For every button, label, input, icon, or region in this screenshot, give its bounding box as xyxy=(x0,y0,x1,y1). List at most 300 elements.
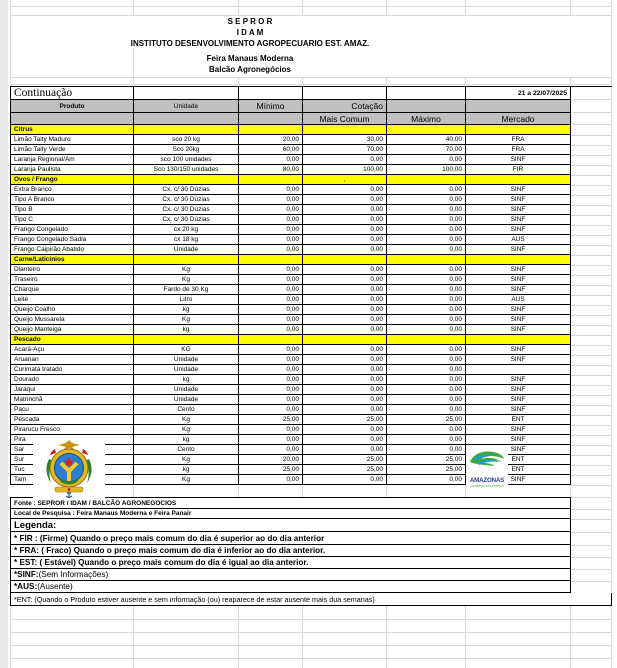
cell-maximo[interactable]: 25,00 xyxy=(387,455,466,465)
table-row[interactable] xyxy=(11,325,571,335)
gridline xyxy=(570,345,611,346)
section-label[interactable]: Citrus xyxy=(11,125,134,135)
gridline xyxy=(570,77,571,84)
cell-minimo[interactable]: 25,00 xyxy=(239,465,303,475)
cell-maximo[interactable]: 25,00 xyxy=(387,465,466,475)
empty-header-cell[interactable] xyxy=(11,113,134,125)
cell-unidade[interactable]: Cx. c/ 30 Dúzias xyxy=(134,215,239,225)
cell-mais-comum[interactable]: 0,00 xyxy=(303,235,387,245)
cell-mais-comum[interactable]: 0,00 xyxy=(303,155,387,165)
cell-mais-comum[interactable]: 0,00 xyxy=(303,405,387,415)
cell-unidade[interactable]: kg xyxy=(134,465,239,475)
cell-mais-comum[interactable]: 25,00 xyxy=(303,465,387,475)
empty-header-cell[interactable] xyxy=(134,113,239,125)
col-header-unidade[interactable]: Unidade xyxy=(134,100,239,113)
cell-mercado[interactable]: FRA xyxy=(466,145,571,155)
amazonas-coat-of-arms-logo[interactable] xyxy=(33,437,105,500)
cell-maximo[interactable]: 0,00 xyxy=(387,425,466,435)
table-row[interactable] xyxy=(11,385,571,395)
section-cell[interactable] xyxy=(466,335,571,345)
cell-minimo[interactable]: 0,00 xyxy=(239,375,303,385)
table-row[interactable] xyxy=(11,425,571,435)
table-row[interactable] xyxy=(11,245,571,255)
cell-minimo[interactable]: 0,00 xyxy=(239,395,303,405)
col-header-cotacao[interactable]: Cotação xyxy=(303,100,387,113)
cell-unidade[interactable]: Unidade xyxy=(134,365,239,375)
cell-minimo[interactable]: 60,00 xyxy=(239,145,303,155)
cell-mais-comum[interactable]: 0,00 xyxy=(303,275,387,285)
cell-mais-comum[interactable]: 0,00 xyxy=(303,225,387,235)
cell-maximo[interactable]: 0,00 xyxy=(387,215,466,225)
cell-mercado[interactable]: ENT xyxy=(466,415,571,425)
table-row[interactable] xyxy=(11,275,571,285)
cell-produto[interactable]: Matrinchã xyxy=(11,395,134,405)
cell-maximo[interactable]: 0,00 xyxy=(387,305,466,315)
cell-mercado[interactable]: SINF xyxy=(466,185,571,195)
cell-mais-comum[interactable]: 0,00 xyxy=(303,245,387,255)
table-row[interactable] xyxy=(11,205,571,215)
section-cell[interactable] xyxy=(303,125,387,135)
cell-produto[interactable]: Pescada xyxy=(11,415,134,425)
cell-mais-comum[interactable]: 0,00 xyxy=(303,435,387,445)
cell-maximo[interactable]: 70,00 xyxy=(387,145,466,155)
cell-maximo[interactable]: 0,00 xyxy=(387,475,466,485)
cell-mais-comum[interactable]: 70,00 xyxy=(303,145,387,155)
cell-unidade[interactable]: Kg xyxy=(134,265,239,275)
cell-produto[interactable]: Tipo B xyxy=(11,205,134,215)
section-cell[interactable] xyxy=(387,255,466,265)
cell-minimo[interactable]: 0,00 xyxy=(239,365,303,375)
table-row[interactable] xyxy=(11,265,571,275)
cell-produto[interactable]: Dourado xyxy=(11,375,134,385)
section-label[interactable]: Ovos / Frango xyxy=(11,175,134,185)
cell-mercado[interactable]: SINF xyxy=(466,345,571,355)
section-cell[interactable] xyxy=(239,255,303,265)
cell-produto[interactable]: Sur xyxy=(11,455,134,465)
cell-minimo[interactable]: 0,00 xyxy=(239,425,303,435)
cell-minimo[interactable]: 0,00 xyxy=(239,235,303,245)
gridline xyxy=(570,475,611,476)
section-cell[interactable] xyxy=(239,335,303,345)
cell-mais-comum[interactable]: 0,00 xyxy=(303,295,387,305)
gridline xyxy=(570,215,611,216)
table-row[interactable] xyxy=(11,315,571,325)
cell-unidade[interactable]: Kg xyxy=(134,425,239,435)
cell-maximo[interactable]: 0,00 xyxy=(387,295,466,305)
cell-mais-comum[interactable]: 0,00 xyxy=(303,185,387,195)
cell-unidade[interactable]: kg xyxy=(134,435,239,445)
cell-mercado[interactable]: SINF xyxy=(466,385,571,395)
cell-maximo[interactable]: 0,00 xyxy=(387,205,466,215)
legend-aus-row[interactable] xyxy=(10,581,571,593)
cell-minimo[interactable]: 0,00 xyxy=(239,265,303,275)
table-row[interactable] xyxy=(11,365,571,375)
section-cell[interactable] xyxy=(466,255,571,265)
gridline xyxy=(570,285,611,286)
gridline xyxy=(133,485,134,497)
cell-mais-comum[interactable]: 0,00 xyxy=(303,265,387,275)
cell-mais-comum[interactable]: 0,00 xyxy=(303,215,387,225)
cell-minimo[interactable]: 0,00 xyxy=(239,215,303,225)
cell-mais-comum[interactable]: 0,00 xyxy=(303,395,387,405)
cell-maximo[interactable]: 0,00 xyxy=(387,155,466,165)
cell-produto[interactable]: Limão Taity Maduro xyxy=(11,135,134,145)
cell-unidade[interactable]: Unidade xyxy=(134,355,239,365)
cell-mais-comum[interactable]: 0,00 xyxy=(303,355,387,365)
cell-mais-comum[interactable]: 25,00 xyxy=(303,415,387,425)
cell-mercado[interactable]: SINF xyxy=(466,155,571,165)
title-idam[interactable]: I D A M xyxy=(236,28,264,37)
cell-produto[interactable]: Pirarucu Fresco xyxy=(11,425,134,435)
table-row[interactable] xyxy=(11,135,571,145)
cell-mercado[interactable]: AUS xyxy=(466,235,571,245)
cell-mercado[interactable] xyxy=(466,365,571,375)
table-row[interactable] xyxy=(11,155,571,165)
cell-mais-comum[interactable]: 0,00 xyxy=(303,475,387,485)
cell-mercado[interactable]: SINF xyxy=(466,445,571,455)
cell-produto[interactable]: Tam xyxy=(11,475,134,485)
section-cell[interactable] xyxy=(303,335,387,345)
legend-title-row[interactable]: Legenda: xyxy=(10,519,571,532)
cell-minimo[interactable]: 0,00 xyxy=(239,155,303,165)
cell-mercado[interactable]: SINF xyxy=(466,225,571,235)
section-row[interactable] xyxy=(11,125,571,135)
cell-mais-comum[interactable]: 0,00 xyxy=(303,345,387,355)
section-cell[interactable] xyxy=(239,125,303,135)
cell-minimo[interactable]: 0,00 xyxy=(239,205,303,215)
table-row[interactable] xyxy=(11,165,571,175)
section-cell[interactable]: , xyxy=(303,175,387,185)
cell-maximo[interactable]: 0,00 xyxy=(387,225,466,235)
cell-unidade[interactable]: Sco 130/150 unidades xyxy=(134,165,239,175)
empty-cell[interactable] xyxy=(571,113,612,125)
cell-produto[interactable]: Queijo Coalho xyxy=(11,305,134,315)
cell-maximo[interactable]: 0,00 xyxy=(387,405,466,415)
cell-minimo[interactable]: 20,00 xyxy=(239,135,303,145)
col-header-mais-comum[interactable]: Mais Comum xyxy=(303,113,387,125)
cell-unidade[interactable]: sco 20 kg xyxy=(134,135,239,145)
cell-mais-comum[interactable]: 0,00 xyxy=(303,195,387,205)
table-row[interactable] xyxy=(11,225,571,235)
date-range-cell[interactable]: 21 a 22/07/2025 xyxy=(466,87,571,100)
col-header-produto[interactable]: Produto xyxy=(11,100,134,113)
cell-unidade[interactable]: Cento xyxy=(134,445,239,455)
cell-unidade[interactable]: Cx. c/ 30 Dúzias xyxy=(134,195,239,205)
cell-mercado[interactable]: ENT xyxy=(466,465,571,475)
table-row[interactable] xyxy=(11,195,571,205)
cell-maximo[interactable]: 0,00 xyxy=(387,325,466,335)
cell-mercado[interactable]: SINF xyxy=(466,215,571,225)
cell-unidade[interactable]: Sco 20kg xyxy=(134,145,239,155)
section-cell[interactable] xyxy=(387,335,466,345)
cell-minimo[interactable]: 0,00 xyxy=(239,345,303,355)
cell-produto[interactable]: Charque xyxy=(11,285,134,295)
cell-mais-comum[interactable]: 0,00 xyxy=(303,315,387,325)
empty-cell[interactable] xyxy=(387,87,466,100)
empty-cell[interactable] xyxy=(303,87,387,100)
section-cell[interactable] xyxy=(134,125,239,135)
section-cell[interactable] xyxy=(134,255,239,265)
section-cell[interactable] xyxy=(387,175,466,185)
cell-unidade[interactable]: Kg xyxy=(134,315,239,325)
cell-produto[interactable]: Laranja Paulista xyxy=(11,165,134,175)
cell-produto[interactable]: Traseiro xyxy=(11,275,134,285)
cell-maximo[interactable]: 0,00 xyxy=(387,445,466,455)
gridline xyxy=(570,465,611,466)
cell-maximo[interactable]: 0,00 xyxy=(387,265,466,275)
cell-minimo[interactable]: 25,00 xyxy=(239,415,303,425)
table-row[interactable] xyxy=(11,345,571,355)
cell-mercado[interactable]: SINF xyxy=(466,195,571,205)
cell-mais-comum[interactable]: 0,00 xyxy=(303,285,387,295)
cell-unidade[interactable]: kg xyxy=(134,325,239,335)
cell-mais-comum[interactable]: 0,00 xyxy=(303,425,387,435)
table-header-row-2 xyxy=(10,113,612,125)
empty-header-cell[interactable] xyxy=(387,100,466,113)
empty-cell[interactable] xyxy=(571,87,612,100)
cell-minimo[interactable]: 0,00 xyxy=(239,385,303,395)
legend-est-row[interactable]: * EST: ( Estável) Quando o preço mais comum do dia é igual ao dia anterior. xyxy=(10,557,571,569)
cell-produto[interactable]: Curimatá tratado xyxy=(11,365,134,375)
cell-unidade[interactable]: Cx. c/ 30 Dúzias xyxy=(134,205,239,215)
section-row[interactable] xyxy=(11,175,571,185)
cell-minimo[interactable]: 0,00 xyxy=(239,315,303,325)
cell-produto[interactable]: Frango Congelado Sadia xyxy=(11,235,134,245)
cell-mercado[interactable]: SINF xyxy=(466,425,571,435)
cell-mais-comum[interactable]: 100,00 xyxy=(303,165,387,175)
cell-mercado[interactable]: SINF xyxy=(466,395,571,405)
cell-maximo[interactable]: 0,00 xyxy=(387,235,466,245)
cell-mercado[interactable]: SINF xyxy=(466,355,571,365)
cell-unidade[interactable]: Unidade xyxy=(134,385,239,395)
cell-maximo[interactable]: 0,00 xyxy=(387,395,466,405)
cell-mais-comum[interactable]: 0,00 xyxy=(303,205,387,215)
source-row[interactable]: Fonte : SEPROR / IDAM / BALCÃO AGRONEGOCIOS xyxy=(10,497,571,509)
table-row[interactable] xyxy=(11,305,571,315)
cell-unidade[interactable]: Cx. c/ 30 Dúzias xyxy=(134,185,239,195)
cell-maximo[interactable]: 0,00 xyxy=(387,275,466,285)
table-row[interactable] xyxy=(11,185,571,195)
cell-produto[interactable]: Frango Congelado xyxy=(11,225,134,235)
cell-minimo[interactable]: 0,00 xyxy=(239,185,303,195)
cell-produto[interactable]: Frango Caipirão Abatido xyxy=(11,245,134,255)
cell-maximo[interactable]: 100,00 xyxy=(387,165,466,175)
cell-produto[interactable]: Leite xyxy=(11,295,134,305)
cell-minimo[interactable]: 0,00 xyxy=(239,285,303,295)
cell-maximo[interactable]: 0,00 xyxy=(387,245,466,255)
empty-cell[interactable] xyxy=(571,100,612,113)
cell-mercado[interactable]: SINF xyxy=(466,315,571,325)
cell-minimo[interactable]: 0,00 xyxy=(239,295,303,305)
cell-minimo[interactable]: 0,00 xyxy=(239,475,303,485)
cell-mercado[interactable]: SINF xyxy=(466,285,571,295)
cell-unidade[interactable]: Unidade xyxy=(134,395,239,405)
section-cell[interactable] xyxy=(387,125,466,135)
cell-maximo[interactable]: 0,00 xyxy=(387,375,466,385)
cell-mercado[interactable]: SINF xyxy=(466,325,571,335)
cell-mercado[interactable]: AUS xyxy=(466,295,571,305)
cell-mercado[interactable]: SINF xyxy=(466,475,571,485)
cell-mercado[interactable]: SINF xyxy=(466,305,571,315)
gridline xyxy=(570,606,571,668)
cell-mais-comum[interactable]: 0,00 xyxy=(303,365,387,375)
cell-minimo[interactable]: 0,00 xyxy=(239,195,303,205)
cell-minimo[interactable]: 0,00 xyxy=(239,435,303,445)
table-row[interactable] xyxy=(11,405,571,415)
cell-mercado[interactable]: SINF xyxy=(466,275,571,285)
section-cell[interactable] xyxy=(303,255,387,265)
cell-minimo[interactable]: 0,00 xyxy=(239,305,303,315)
cell-mais-comum[interactable]: 0,00 xyxy=(303,385,387,395)
cell-unidade[interactable]: kg xyxy=(134,305,239,315)
title-feira[interactable]: Feira Manaus Moderna xyxy=(206,54,294,63)
cell-maximo[interactable]: 0,00 xyxy=(387,195,466,205)
col-header-mercado[interactable]: Mercado xyxy=(466,113,571,125)
cell-maximo[interactable]: 0,00 xyxy=(387,435,466,445)
cell-mais-comum[interactable]: 0,00 xyxy=(303,325,387,335)
table-row[interactable] xyxy=(11,375,571,385)
gridline xyxy=(570,435,611,436)
cell-produto[interactable]: Laranja Regional/Am xyxy=(11,155,134,165)
empty-cell[interactable] xyxy=(239,87,303,100)
cell-produto[interactable]: Extra Branco xyxy=(11,185,134,195)
table-row[interactable] xyxy=(11,355,571,365)
title-instituto[interactable]: INSTITUTO DESENVOLVIMENTO AGROPECUARIO EST. AMAZ. xyxy=(130,39,370,48)
cell-produto[interactable]: Tipo C xyxy=(11,215,134,225)
cell-produto[interactable]: Tipo A Branco xyxy=(11,195,134,205)
gridline xyxy=(465,606,466,668)
cell-produto[interactable]: Sar xyxy=(11,445,134,455)
cell-minimo[interactable]: 0,00 xyxy=(239,445,303,455)
cell-mercado[interactable]: SINF xyxy=(466,265,571,275)
cell-produto[interactable]: Acará-Açu xyxy=(11,345,134,355)
amazonas-government-logo[interactable] xyxy=(466,446,508,497)
cell-produto[interactable]: Aruanan xyxy=(11,355,134,365)
gridline xyxy=(10,84,611,85)
cell-mercado[interactable]: SINF xyxy=(466,245,571,255)
continuation-cell[interactable]: Continuação xyxy=(11,87,134,100)
section-cell[interactable] xyxy=(466,125,571,135)
cell-mais-comum[interactable]: 0,00 xyxy=(303,445,387,455)
cell-unidade[interactable]: sco 100 unidades xyxy=(134,155,239,165)
cell-maximo[interactable]: 0,00 xyxy=(387,185,466,195)
cell-unidade[interactable]: KG xyxy=(134,345,239,355)
cell-mercado[interactable]: SINF xyxy=(466,405,571,415)
cell-minimo[interactable]: 0,00 xyxy=(239,225,303,235)
cell-minimo[interactable]: 0,00 xyxy=(239,405,303,415)
cell-maximo[interactable]: 0,00 xyxy=(387,285,466,295)
cell-unidade[interactable]: cx 18 kg xyxy=(134,235,239,245)
gridline xyxy=(133,77,134,84)
gridline xyxy=(386,485,387,497)
cell-mercado[interactable]: SINF xyxy=(466,375,571,385)
cell-produto[interactable]: Pacu xyxy=(11,405,134,415)
section-cell[interactable] xyxy=(134,335,239,345)
table-row[interactable] xyxy=(11,415,571,425)
section-cell[interactable] xyxy=(134,175,239,185)
cell-unidade[interactable]: Litro xyxy=(134,295,239,305)
cell-produto[interactable]: Queijo Mussarela xyxy=(11,315,134,325)
table-row[interactable] xyxy=(11,295,571,305)
col-header-minimo[interactable]: Mínimo xyxy=(239,100,303,113)
table-row[interactable] xyxy=(11,215,571,225)
section-label[interactable]: Pescado xyxy=(11,335,134,345)
title-balcao[interactable]: Balcão Agronegócios xyxy=(209,65,291,74)
table-row[interactable] xyxy=(11,145,571,155)
cell-unidade[interactable]: Unidade xyxy=(134,245,239,255)
cell-unidade[interactable]: kg xyxy=(134,375,239,385)
legend-fir-row[interactable]: * FIR : (Firme) Quando o preço mais comum do dia é superior ao do dia anterior xyxy=(10,532,571,545)
table-row[interactable] xyxy=(11,235,571,245)
cell-produto[interactable]: Jaraqui xyxy=(11,385,134,395)
cell-unidade[interactable]: cx 20 kg xyxy=(134,225,239,235)
cell-maximo[interactable]: 0,00 xyxy=(387,365,466,375)
cell-unidade[interactable]: Kg xyxy=(134,455,239,465)
title-sepror[interactable]: S E P R O R xyxy=(227,17,273,26)
cell-minimo[interactable]: 20,00 xyxy=(239,455,303,465)
survey-location-row[interactable]: Local de Pesquisa : Feira Manaus Moderna e Feira Panair xyxy=(10,509,571,519)
cell-produto[interactable]: Dianteiro xyxy=(11,265,134,275)
section-row[interactable] xyxy=(11,255,571,265)
cell-produto[interactable]: Tuc xyxy=(11,465,134,475)
cell-produto[interactable]: Limão Taity Verde xyxy=(11,145,134,155)
cell-mercado[interactable]: FRA xyxy=(466,135,571,145)
cell-maximo[interactable]: 0,00 xyxy=(387,345,466,355)
cell-minimo[interactable]: 80,00 xyxy=(239,165,303,175)
section-cell[interactable] xyxy=(466,175,571,185)
cell-unidade[interactable]: Fardo de 30 Kg xyxy=(134,285,239,295)
table-row[interactable] xyxy=(11,285,571,295)
cell-maximo[interactable]: 0,00 xyxy=(387,385,466,395)
coat-of-arms-image xyxy=(33,437,105,500)
section-row[interactable] xyxy=(11,335,571,345)
legend-fra-row[interactable]: * FRA: ( Fraco) Quando o preço mais comum do dia é inferior ao do dia anterior. xyxy=(10,545,571,557)
cell-mercado[interactable]: ENT xyxy=(466,455,571,465)
section-cell[interactable] xyxy=(239,175,303,185)
cell-maximo[interactable]: 0,00 xyxy=(387,355,466,365)
section-label[interactable]: Carne/Laticinios xyxy=(11,255,134,265)
cell-mercado[interactable]: SINF xyxy=(466,205,571,215)
gridline xyxy=(10,606,11,668)
cell-minimo[interactable]: 0,00 xyxy=(239,275,303,285)
cell-mais-comum[interactable]: 0,00 xyxy=(303,305,387,315)
cell-unidade[interactable]: Kg xyxy=(134,475,239,485)
cell-maximo[interactable]: 40,00 xyxy=(387,135,466,145)
cell-mais-comum[interactable]: 0,00 xyxy=(303,375,387,385)
empty-cell[interactable] xyxy=(134,87,239,100)
cell-minimo[interactable]: 0,00 xyxy=(239,355,303,365)
cell-unidade[interactable]: Kg xyxy=(134,275,239,285)
cell-minimo[interactable]: 0,00 xyxy=(239,325,303,335)
col-header-maximo[interactable]: Máximo xyxy=(387,113,466,125)
empty-header-cell[interactable] xyxy=(239,113,303,125)
cell-mercado[interactable]: FIR xyxy=(466,165,571,175)
cell-produto[interactable]: Pira xyxy=(11,435,134,445)
table-row[interactable] xyxy=(11,395,571,405)
legend-sinf-row[interactable] xyxy=(10,569,571,581)
cell-produto[interactable]: Queijo Manteiga xyxy=(11,325,134,335)
cell-maximo[interactable]: 0,00 xyxy=(387,315,466,325)
cell-unidade[interactable]: Kg xyxy=(134,415,239,425)
cell-mais-comum[interactable]: 25,00 xyxy=(303,455,387,465)
cell-unidade[interactable]: Cento xyxy=(134,405,239,415)
cell-maximo[interactable]: 25,00 xyxy=(387,415,466,425)
legend-ent-row[interactable]: *ENT: (Quando o Produto estiver ausente e sem informação (ou) reaparece de estar ausente mais dua semanas) xyxy=(10,593,612,606)
cell-minimo[interactable]: 0,00 xyxy=(239,245,303,255)
empty-header-cell[interactable] xyxy=(466,100,571,113)
cell-mais-comum[interactable]: 30,00 xyxy=(303,135,387,145)
cell-mercado[interactable]: SINF xyxy=(466,435,571,445)
